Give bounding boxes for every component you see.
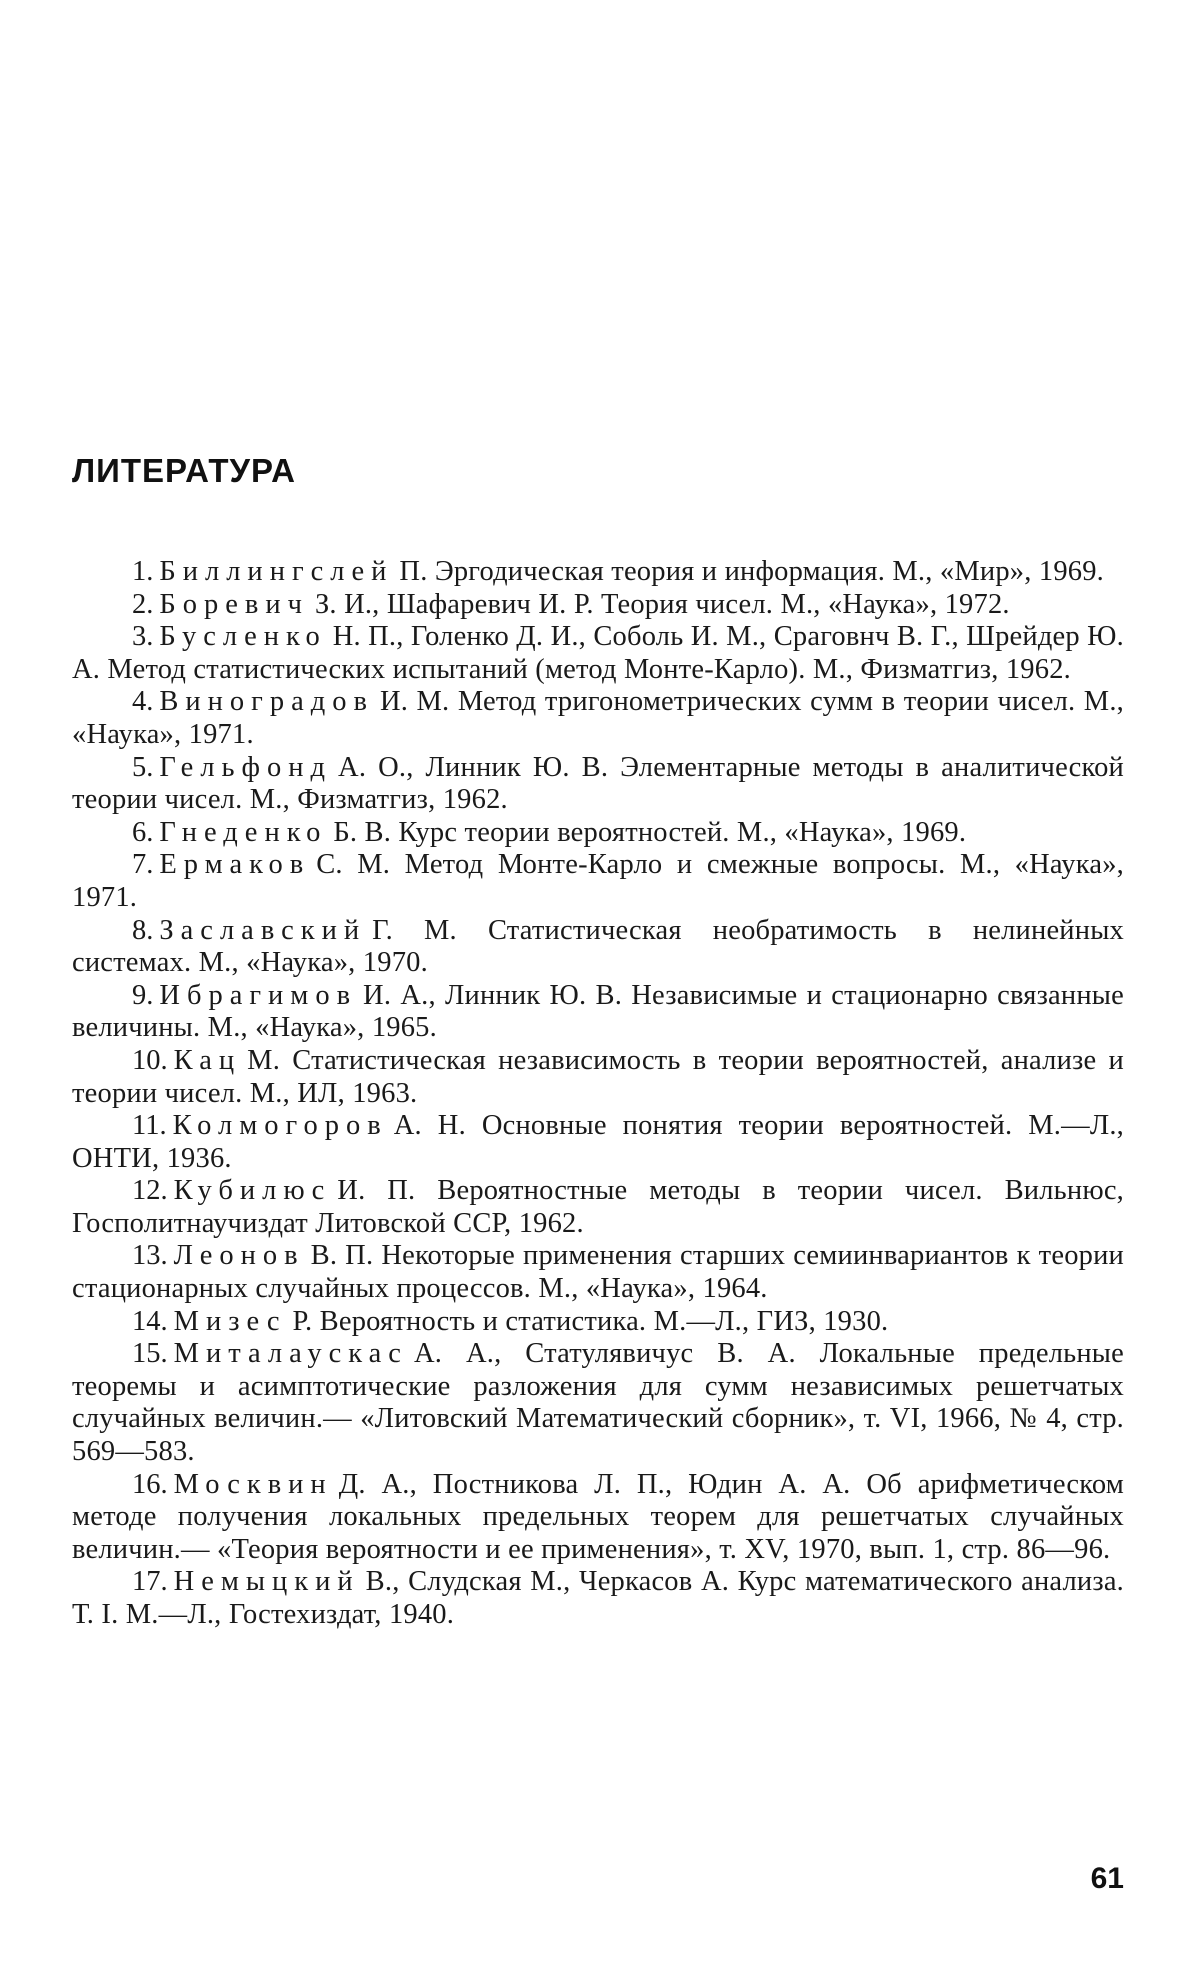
reference-author: Москвин [173,1468,333,1500]
reference-number: 15. [132,1338,168,1370]
reference-item [72,1110,1124,1175]
reference-text: А. А., Статулявичус В. А. Локальные предельные теоремы и асимптотические разложения для сумм независимых решетчатых случайных величин.— «Литовский Математический сборник», т. VI, 1966, № 4, стр. 569—583. [72,1338,1124,1468]
reference-item [72,817,1124,850]
reference-number: 8. [132,914,154,946]
reference-item [72,980,1124,1045]
reference-number: 14. [132,1305,168,1337]
reference-author: Кубилюс [173,1175,332,1207]
reference-author: Бусленко [159,621,327,653]
reference-item [72,556,1124,589]
reference-author: Ермаков [159,849,311,881]
section-heading: ЛИТЕРАТУРА [72,452,296,489]
reference-item [72,1306,1124,1339]
reference-item [72,1338,1124,1468]
reference-text: А. Н. Основные понятия теории вероятностей. М.—Л., ОНТИ, 1936. [72,1110,1124,1174]
reference-item [72,1175,1124,1240]
reference-item [72,1566,1124,1631]
reference-text: В., Слудская М., Черкасов А. Курс математического анализа. Т. I. М.—Л., Гостехиздат, 1940. [72,1566,1124,1630]
reference-item [72,1045,1124,1110]
reference-author: Гельфонд [159,751,333,783]
reference-number: 4. [132,686,154,718]
reference-number: 17. [132,1566,168,1598]
reference-author: Колмогоров [172,1110,388,1142]
reference-number: 9. [132,979,154,1011]
reference-number: 16. [132,1468,168,1500]
reference-item [72,849,1124,914]
reference-text: И. А., Линник Ю. В. Независимые и стационарно связанные величины. М., «Наука», 1965. [72,979,1124,1044]
reference-text: З. И., Шафаревич И. Р. Теория чисел. М., «Наука», 1972. [314,588,1010,620]
reference-text: Д. А., Постникова Л. П., Юдин А. А. Об арифметическом методе получения локальных предельных теорем для решетчатых случайных величин.— «Теория вероятности и ее применения», т. XV, 1970, вып. 1, стр. 86—96. [72,1468,1124,1565]
reference-text: В. П. Некоторые применения старших семиинвариантов к теории стационарных случайных процессов. М., «Наука», 1964. [72,1240,1124,1305]
reference-number: 13. [132,1240,168,1272]
reference-author: Немыцкий [173,1566,360,1598]
reference-text: Н. П., Голенко Д. И., Соболь И. М., Сраговнч В. Г., Шрейдер Ю. А. Метод статистических испытаний (метод Монте-Карло). М., Физматгиз, 1962. [72,621,1124,685]
reference-number: 7. [132,849,154,881]
reference-text: П. Эргодическая теория и информация. М., «Мир», 1969. [399,556,1104,587]
reference-item [72,1240,1124,1305]
reference-author: Миталаускас [173,1338,408,1370]
reference-number: 2. [132,588,154,620]
page-number: 61 [1090,1862,1124,1895]
reference-author: Виноградов [159,686,374,718]
reference-number: 12. [132,1175,168,1207]
reference-item [72,915,1124,980]
reference-item [72,752,1124,817]
reference-text: С. М. Метод Монте-Карло и смежные вопросы. М., «Наука», 1971. [72,849,1124,913]
reference-number: 1. [132,556,154,587]
reference-author: Леонов [173,1240,305,1272]
reference-number: 5. [132,751,154,783]
reference-author: Кац [173,1044,242,1076]
reference-item [72,686,1124,751]
reference-number: 6. [132,816,154,848]
reference-text: И. П. Вероятностные методы в теории чисел. Вильнюс, Госполитнаучиздат Литовской ССР, 1962. [72,1175,1124,1239]
reference-text: Г. М. Статистическая необратимость в нелинейных системах. М., «Наука», 1970. [72,914,1124,979]
reference-author: Ибрагимов [159,979,358,1011]
reference-item [72,589,1124,622]
reference-text: Б. В. Курс теории вероятностей. М., «Наука», 1969. [333,816,967,848]
reference-author: Гнеденко [159,816,328,848]
reference-text: А. О., Линник Ю. В. Элементарные методы в аналитической теории чисел. М., Физматгиз, 1962. [72,751,1124,816]
reference-number: 10. [132,1044,168,1076]
reference-author: Биллингслей [159,556,394,587]
reference-author: Заславский [159,914,367,946]
reference-author: Боревич [159,588,309,620]
reference-item [72,1469,1124,1567]
reference-author: Мизес [173,1305,287,1337]
reference-text: И. М. Метод тригонометрических сумм в теории чисел. М., «Наука», 1971. [72,686,1124,750]
reference-list [72,556,1124,1632]
reference-number: 3. [132,621,154,653]
reference-number: 11. [132,1110,167,1142]
reference-item [72,621,1124,686]
reference-text: Р. Вероятность и статистика. М.—Л., ГИЗ, 1930. [292,1305,889,1337]
reference-text: М. Статистическая независимость в теории вероятностей, анализе и теории чисел. М., ИЛ, 1963. [72,1044,1124,1109]
